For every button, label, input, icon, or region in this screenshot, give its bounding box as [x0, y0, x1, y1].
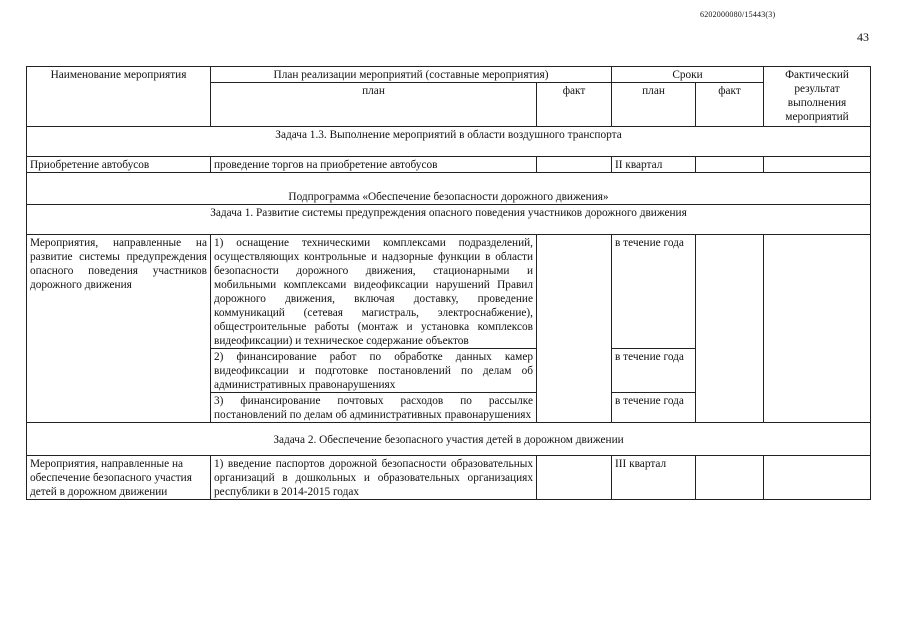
bus-name: Приобретение автобусов: [27, 157, 211, 173]
group-2-plan: 1) введение паспортов дорожной безопасности образовательных организаций в дошкольных и образовательных организациях республики в 2014-2015 годах: [211, 456, 537, 500]
group-2-term: III квартал: [612, 456, 696, 500]
bus-result: [764, 157, 871, 173]
header-terms-plan: план: [612, 83, 696, 127]
header-terms-fact: факт: [696, 83, 764, 127]
header-plan-group: План реализации мероприятий (составные мероприятия): [211, 67, 612, 83]
group-1-fact: [537, 235, 612, 423]
group-1-term-fact: [696, 235, 764, 423]
group-1-item-1-term: в течение года: [612, 235, 696, 349]
group-2-term-fact: [696, 456, 764, 500]
group-1-item-3-plan: 3) финансирование почтовых расходов по рассылке постановлений по делам об административных правонарушениях: [211, 393, 537, 423]
header-result: Фактический результат выполнения мероприятий: [764, 67, 871, 127]
group-1-result: [764, 235, 871, 423]
header-name: Наименование мероприятия: [27, 67, 211, 127]
bus-fact: [537, 157, 612, 173]
bus-term-fact: [696, 157, 764, 173]
bus-term: II квартал: [612, 157, 696, 173]
group-2-name: Мероприятия, направленные на обеспечение безопасного участия детей в дорожном движении: [27, 456, 211, 500]
task-row-1-3: [27, 127, 871, 157]
header-row-1: [27, 67, 871, 83]
bus-plan: проведение торгов на приобретение автобусов: [211, 157, 537, 173]
document-code: 6202000080/15443(3): [700, 10, 776, 19]
group-2-result: [764, 456, 871, 500]
task-row-2: [27, 423, 871, 456]
table-row-group1-item1: [27, 235, 871, 349]
task-1-3-title: Задача 1.3. Выполнение мероприятий в области воздушного транспорта: [27, 127, 871, 157]
subprogram-title: Подпрограмма «Обеспечение безопасности дорожного движения»: [27, 173, 871, 205]
group-1-item-2-term: в течение года: [612, 349, 696, 393]
header-plan: план: [211, 83, 537, 127]
task-row-1: [27, 205, 871, 235]
task-1-title: Задача 1. Развитие системы предупреждения опасного поведения участников дорожного движения: [27, 205, 871, 235]
table-row-group2: [27, 456, 871, 500]
group-1-item-1-plan: 1) оснащение техническими комплексами подразделений, осуществляющих контрольные и надзорные функции в области безопасности дорожного движения, стационарными и мобильными комплексами видеофиксации нарушений Правил дорожного движения, включая доставку, проведение коммуникаций (сетевая магистраль, электроснабжение), общестроительные работы (монтаж и установка комплексов видеофиксации) и техническое содержание объектов: [211, 235, 537, 349]
group-1-item-3-term: в течение года: [612, 393, 696, 423]
group-1-item-2-plan: 2) финансирование работ по обработке данных камер видеофиксации и подготовке постановлений по делам об административных правонарушениях: [211, 349, 537, 393]
measures-table: [26, 66, 871, 500]
task-2-title: Задача 2. Обеспечение безопасного участия детей в дорожном движении: [27, 423, 871, 456]
table-row-bus: [27, 157, 871, 173]
subprogram-row: [27, 173, 871, 205]
group-2-fact: [537, 456, 612, 500]
header-fact: факт: [537, 83, 612, 127]
header-terms: Сроки: [612, 67, 764, 83]
page-number: 43: [857, 30, 869, 44]
group-1-name: Мероприятия, направленные на развитие системы предупреждения опасного поведения участников дорожного движения: [27, 235, 211, 423]
